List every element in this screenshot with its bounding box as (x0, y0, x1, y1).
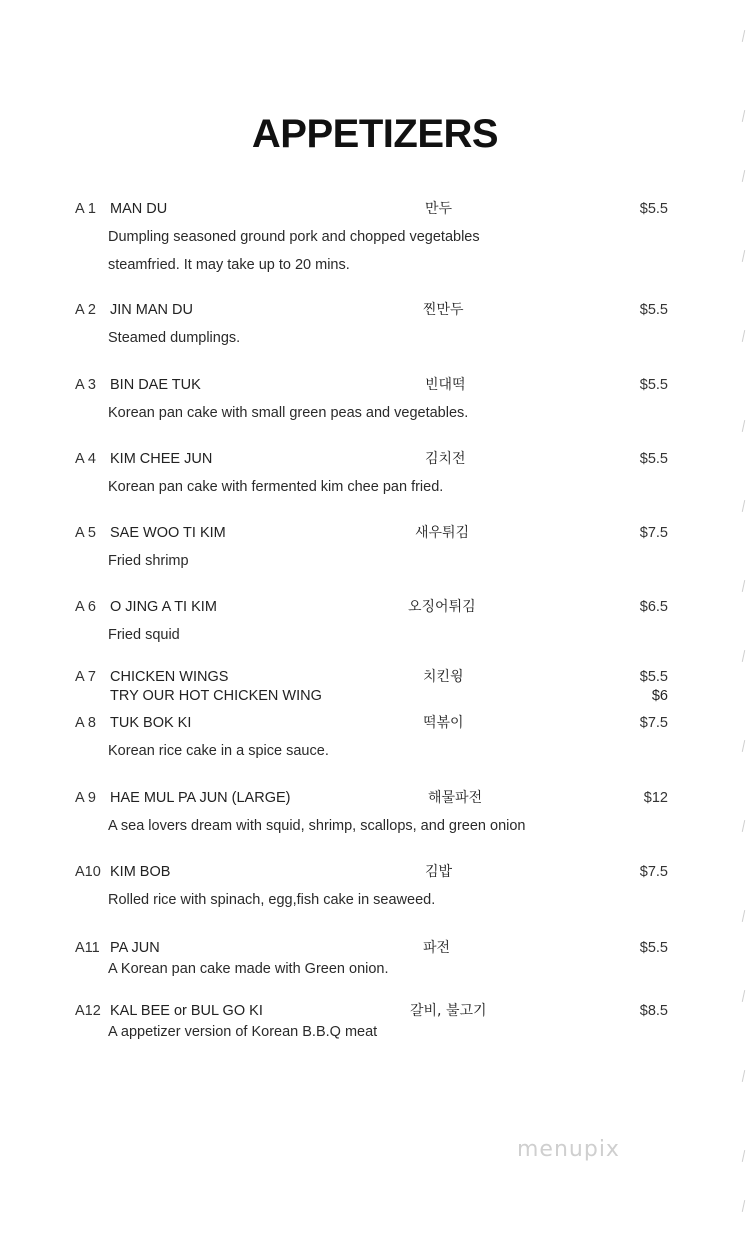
item-price: $5.5 (639, 377, 668, 393)
menu-item (0, 523, 750, 569)
item-code: A 4 (75, 451, 96, 467)
item-extra-option: TRY OUR HOT CHICKEN WING (110, 688, 322, 704)
item-name: BIN DAE TUK (110, 377, 201, 393)
item-price: $5.5 (639, 302, 668, 318)
item-description: Korean pan cake with fermented kim chee pan fried. (108, 479, 444, 495)
item-price: $8.5 (639, 1003, 668, 1019)
item-code: A10 (75, 864, 101, 880)
item-description: Dumpling seasoned ground pork and chopped vegetables steamfried. It may take up to 20 mins. (108, 229, 480, 273)
item-code: A 1 (75, 201, 96, 217)
menu-item (0, 375, 750, 421)
menu-item (0, 449, 750, 495)
item-name: TUK BOK KI (110, 715, 192, 731)
item-name: KIM CHEE JUN (110, 451, 213, 467)
item-description: A appetizer version of Korean B.B.Q meat (108, 1024, 378, 1040)
item-name: CHICKEN WINGS (110, 669, 229, 685)
menu-item (0, 597, 750, 643)
item-description: Steamed dumplings. (108, 330, 241, 346)
item-price: $6.5 (639, 599, 668, 615)
item-korean-name: 새우튀김 (415, 525, 470, 541)
item-price: $7.5 (639, 525, 668, 541)
item-name: SAE WOO TI KIM (110, 525, 226, 541)
item-korean-name: 갈비, 불고기 (410, 1003, 487, 1019)
item-code: A 2 (75, 302, 96, 318)
scan-edge-marks (730, 0, 744, 1235)
item-price: $5.5 (639, 669, 668, 685)
item-extra-price: $6 (651, 688, 668, 704)
item-description: Korean pan cake with small green peas and vegetables. (108, 405, 469, 421)
item-korean-name: 찐만두 (423, 302, 464, 318)
item-description: Fried shrimp (108, 553, 189, 569)
menu-item (0, 300, 750, 346)
item-name: MAN DU (110, 201, 168, 217)
item-korean-name: 치킨윙 (423, 669, 464, 685)
item-code: A 3 (75, 377, 96, 393)
menu-item (0, 862, 750, 908)
item-name: KAL BEE or BUL GO KI (110, 1003, 263, 1019)
item-code: A 7 (75, 669, 96, 685)
menu-item (0, 938, 750, 977)
item-description: Korean rice cake in a spice sauce. (108, 743, 329, 759)
item-code: A 8 (75, 715, 96, 731)
item-description: Rolled rice with spinach, egg,fish cake in seaweed. (108, 892, 436, 908)
item-code: A 9 (75, 790, 96, 806)
item-korean-name: 김밥 (425, 864, 453, 880)
item-korean-name: 오징어튀김 (408, 599, 476, 615)
menu-section-title: APPETIZERS (251, 112, 499, 156)
item-korean-name: 해물파전 (428, 790, 483, 806)
item-description: A Korean pan cake made with Green onion. (108, 961, 389, 977)
item-code: A11 (75, 940, 100, 956)
item-korean-name: 파전 (423, 940, 451, 956)
item-korean-name: 만두 (425, 201, 453, 217)
item-price: $7.5 (639, 864, 668, 880)
item-description: Fried squid (108, 627, 180, 643)
menu-item (0, 713, 750, 759)
item-price: $5.5 (639, 451, 668, 467)
menu-item (0, 788, 750, 834)
item-price: $12 (643, 790, 668, 806)
item-price: $7.5 (639, 715, 668, 731)
item-code: A 6 (75, 599, 96, 615)
item-name: HAE MUL PA JUN (LARGE) (110, 790, 291, 806)
item-name: PA JUN (110, 940, 160, 956)
item-name: O JING A TI KIM (110, 599, 217, 615)
item-korean-name: 빈대떡 (425, 377, 466, 393)
item-code: A12 (75, 1003, 101, 1019)
item-korean-name: 떡볶이 (423, 715, 464, 731)
menu-item (0, 199, 750, 273)
menu-item (0, 667, 750, 704)
watermark: menupix (517, 1137, 620, 1162)
item-description: A sea lovers dream with squid, shrimp, scallops, and green onion (108, 818, 526, 834)
item-korean-name: 김치전 (425, 451, 466, 467)
menu-item (0, 1001, 750, 1040)
item-price: $5.5 (639, 201, 668, 217)
item-code: A 5 (75, 525, 96, 541)
item-name: KIM BOB (110, 864, 171, 880)
item-price: $5.5 (639, 940, 668, 956)
item-name: JIN MAN DU (110, 302, 193, 318)
